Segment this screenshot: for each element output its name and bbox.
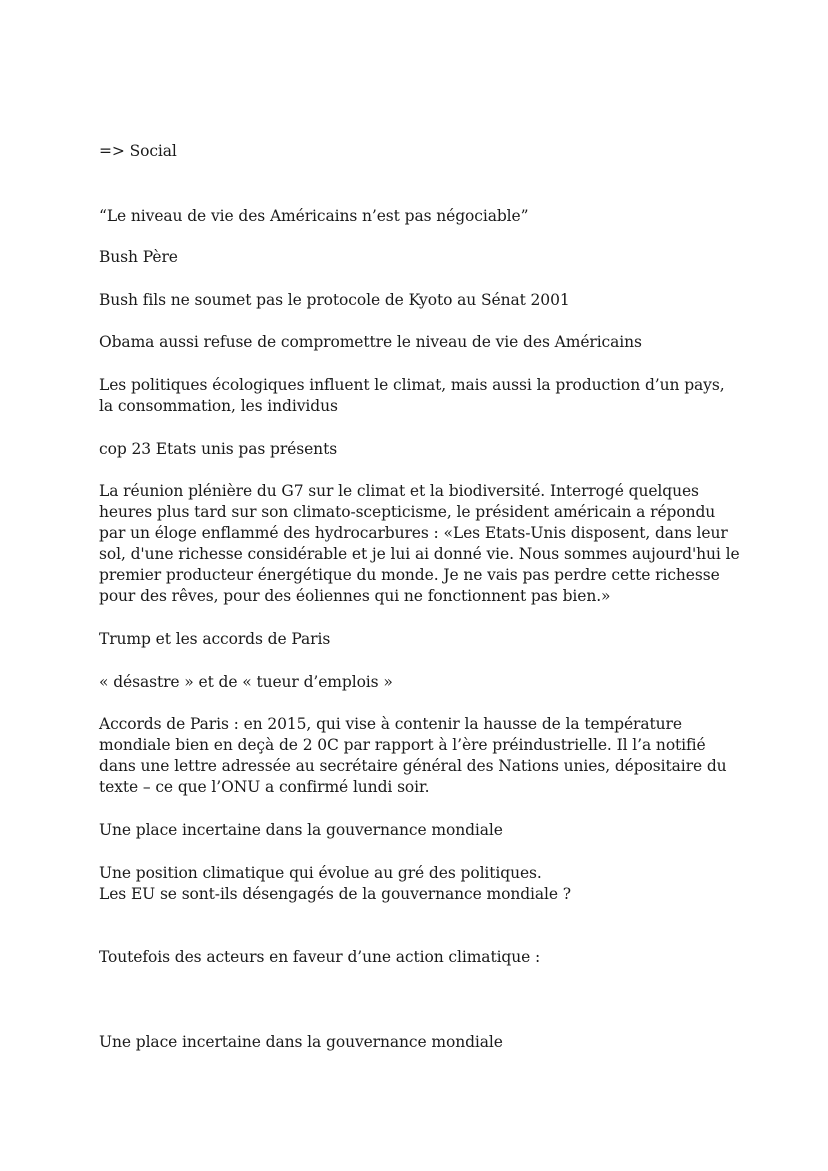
paragraph-cop23: cop 23 Etats unis pas présents [99, 440, 338, 458]
paragraph-line: Une position climatique qui évolue au gré des politiques. [99, 864, 542, 882]
quote-author: Bush Père [99, 248, 178, 266]
section-heading: => Social [99, 142, 177, 160]
paragraph-line: pour des rêves, pour des éoliennes qui ne fonctionnent pas bien.» [99, 587, 611, 605]
paragraph-line: sol, d'une richesse considérable et je lui ai donné vie. Nous sommes aujourd'hui le [99, 545, 740, 563]
paragraph-line: premier producteur énergétique du monde. Je ne vais pas perdre cette richesse [99, 566, 720, 584]
paragraph-g7 [99, 481, 739, 607]
paragraph-line: texte – ce que l’ONU a confirmé lundi soir. [99, 778, 430, 796]
paragraph-place-incertaine: Une place incertaine dans la gouvernance mondiale [99, 821, 503, 839]
paragraph-line: dans une lettre adressée au secrétaire général des Nations unies, dépositaire du [99, 757, 727, 775]
paragraph-line: Les EU se sont-ils désengagés de la gouvernance mondiale ? [99, 885, 571, 903]
paragraph-line: mondiale bien en deçà de 2 0C par rapport à l’ère préindustrielle. Il l’a notifié [99, 736, 706, 754]
paragraph-line: par un éloge enflammé des hydrocarbures : «Les Etats-Unis disposent, dans leur [99, 524, 728, 542]
paragraph-line: la consommation, les individus [99, 397, 338, 415]
paragraph-position [99, 863, 739, 905]
paragraph-toutefois: Toutefois des acteurs en faveur d’une action climatique : [99, 948, 541, 966]
paragraph-line: heures plus tard sur son climato-scepticisme, le président américain a répondu [99, 503, 716, 521]
paragraph-line: La réunion plénière du G7 sur le climat et la biodiversité. Interrogé quelques [99, 482, 699, 500]
paragraph-desastre: « désastre » et de « tueur d’emplois » [99, 673, 393, 691]
paragraph-politiques [99, 375, 739, 417]
paragraph-bush-fils: Bush fils ne soumet pas le protocole de Kyoto au Sénat 2001 [99, 291, 570, 309]
paragraph-accords [99, 714, 739, 798]
paragraph-line: Accords de Paris : en 2015, qui vise à contenir la hausse de la température [99, 715, 682, 733]
quote-text: “Le niveau de vie des Américains n’est pas négociable” [99, 207, 529, 225]
paragraph-place-incertaine-2: Une place incertaine dans la gouvernance mondiale [99, 1033, 503, 1051]
paragraph-trump: Trump et les accords de Paris [99, 630, 331, 648]
paragraph-obama: Obama aussi refuse de compromettre le niveau de vie des Américains [99, 333, 642, 351]
paragraph-line: Les politiques écologiques influent le climat, mais aussi la production d’un pays, [99, 376, 725, 394]
